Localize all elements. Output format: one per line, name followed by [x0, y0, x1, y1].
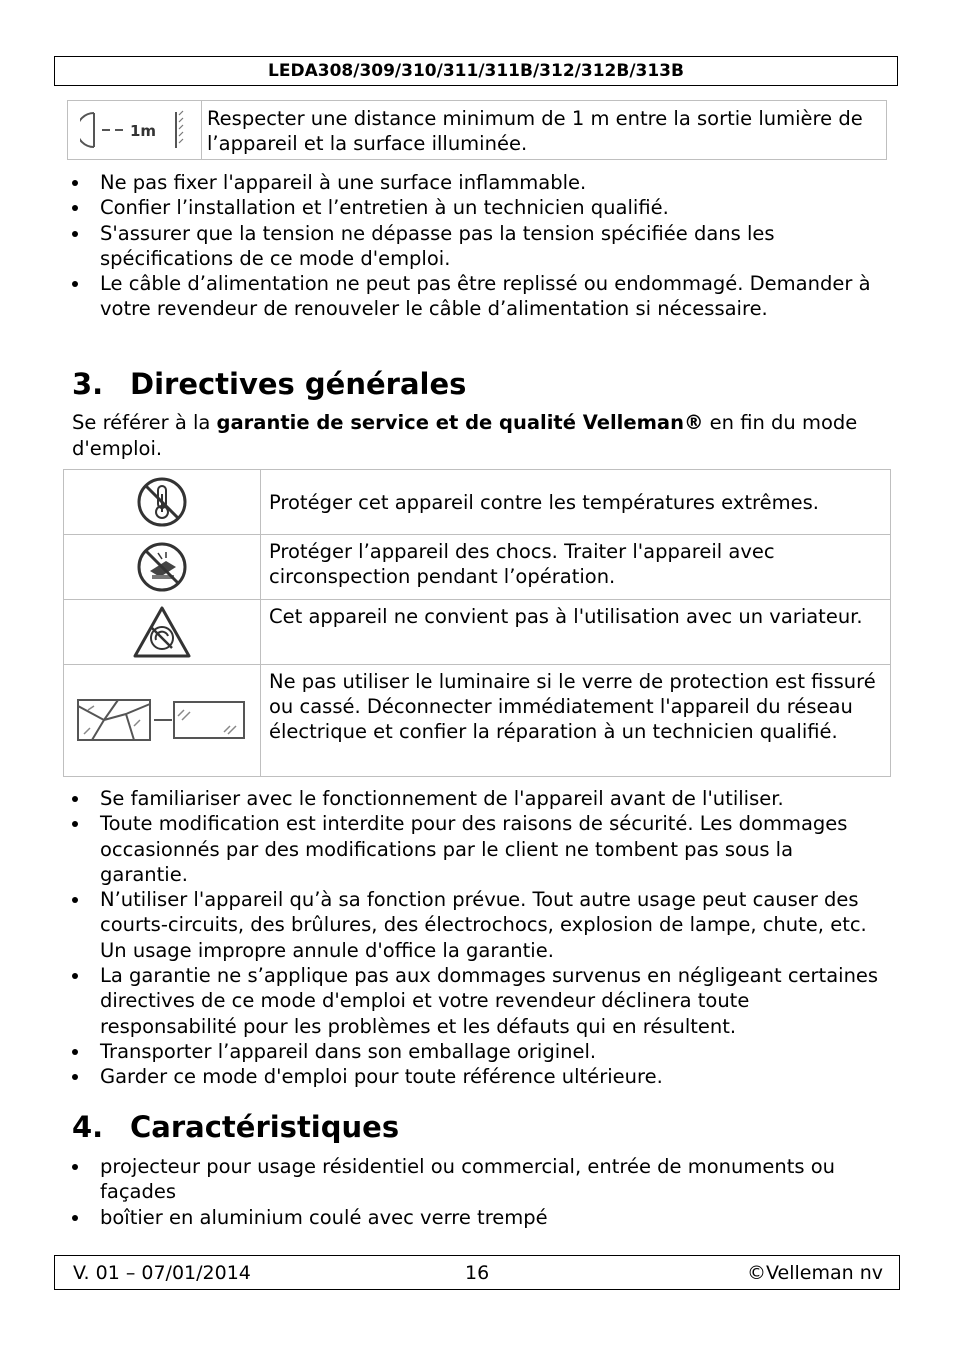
distance-table: [67, 100, 887, 160]
table-row: [64, 600, 891, 665]
bullet-list-features: [0, 1154, 954, 1230]
list-item: Transporter l’appareil dans son emballage originel.: [0, 1039, 954, 1064]
header-title: LEDA308/309/310/311/311B/312/312B/313B: [268, 61, 684, 81]
broken-glass-icon: [64, 665, 261, 777]
symbol-text: Ne pas utiliser le luminaire si le verre de protection est fissuré ou cassé. Déconnecter immédiatement l'appareil du réseau électrique et confier la réparation à un technicien qualifié.: [261, 665, 891, 777]
distance-icon-label: 1m: [129, 122, 156, 140]
list-item: Se familiariser avec le fonctionnement de l'appareil avant de l'utiliser.: [0, 786, 954, 811]
symbol-text: Protéger l’appareil des chocs. Traiter l'appareil avec circonspection pendant l’opération.: [261, 535, 891, 600]
no-extreme-temperature-icon: [64, 470, 261, 535]
list-item: Confier l’installation et l’entretien à un technicien qualifié.: [0, 195, 954, 220]
list-item: Garder ce mode d'emploi pour toute référence ultérieure.: [0, 1064, 954, 1089]
list-item: Ne pas fixer l'appareil à une surface inflammable.: [0, 170, 954, 195]
list-item: projecteur pour usage résidentiel ou commercial, entrée de monuments ou façades: [0, 1154, 954, 1205]
page-footer: [54, 1255, 900, 1290]
list-item: La garantie ne s’applique pas aux dommages survenus en négligeant certaines directives de ce mode d'emploi et votre revendeur déclinera toute responsabilité pour les problèmes et les défauts qui en résultent.: [0, 963, 954, 1039]
distance-1m-icon: [68, 101, 202, 159]
distance-text: Respecter une distance minimum de 1 m entre la sortie lumière de l’appareil et la surface illuminée.: [207, 107, 863, 155]
symbol-table: [63, 469, 891, 777]
bullet-list-guidelines: [0, 786, 954, 1090]
section-title: Directives générales: [130, 367, 467, 401]
table-row: [64, 665, 891, 777]
section-4-heading: [72, 1110, 399, 1144]
list-item: boîtier en aluminium coulé avec verre trempé: [0, 1205, 954, 1230]
section-number: 4.: [72, 1110, 104, 1144]
table-row: [64, 470, 891, 535]
section-title: Caractéristiques: [130, 1110, 400, 1144]
bullet-list-safety: [0, 170, 954, 322]
intro-bold-text: garantie de service et de qualité Velleman®: [216, 411, 704, 434]
footer-version: V. 01 – 07/01/2014: [73, 1262, 251, 1284]
section-3-intro: [72, 410, 872, 462]
table-row: [64, 535, 891, 600]
list-item: N’utiliser l'appareil qu’à sa fonction prévue. Tout autre usage peut causer des courts-circuits, des brûlures, des électrochocs, explosion de lampe, chute, etc. Un usage impropre annule d'office la garantie.: [0, 887, 954, 963]
symbol-text: Cet appareil ne convient pas à l'utilisation avec un variateur.: [261, 600, 891, 665]
intro-text-end: en fin du mode d'emploi.: [72, 411, 858, 460]
list-item: Toute modification est interdite pour des raisons de sécurité. Les dommages occasionnés par des modifications par le client ne tombent pas sous la garantie.: [0, 811, 954, 887]
section-number: 3.: [72, 367, 104, 401]
no-shock-icon: [64, 535, 261, 600]
page-header: [54, 56, 898, 86]
list-item: S'assurer que la tension ne dépasse pas la tension spécifiée dans les spécifications de ce mode d'emploi.: [0, 221, 954, 272]
footer-page-number: 16: [465, 1262, 490, 1284]
intro-text: Se référer à la: [72, 411, 217, 434]
symbol-text: Protéger cet appareil contre les températures extrêmes.: [261, 470, 891, 535]
list-item: Le câble d’alimentation ne peut pas être replissé ou endommagé. Demander à votre revendeur de renouveler le câble d’alimentation si nécessaire.: [0, 271, 954, 322]
section-3-heading: [72, 367, 466, 401]
no-dimmer-icon: [64, 600, 261, 665]
footer-copyright: ©Velleman nv: [747, 1262, 883, 1284]
